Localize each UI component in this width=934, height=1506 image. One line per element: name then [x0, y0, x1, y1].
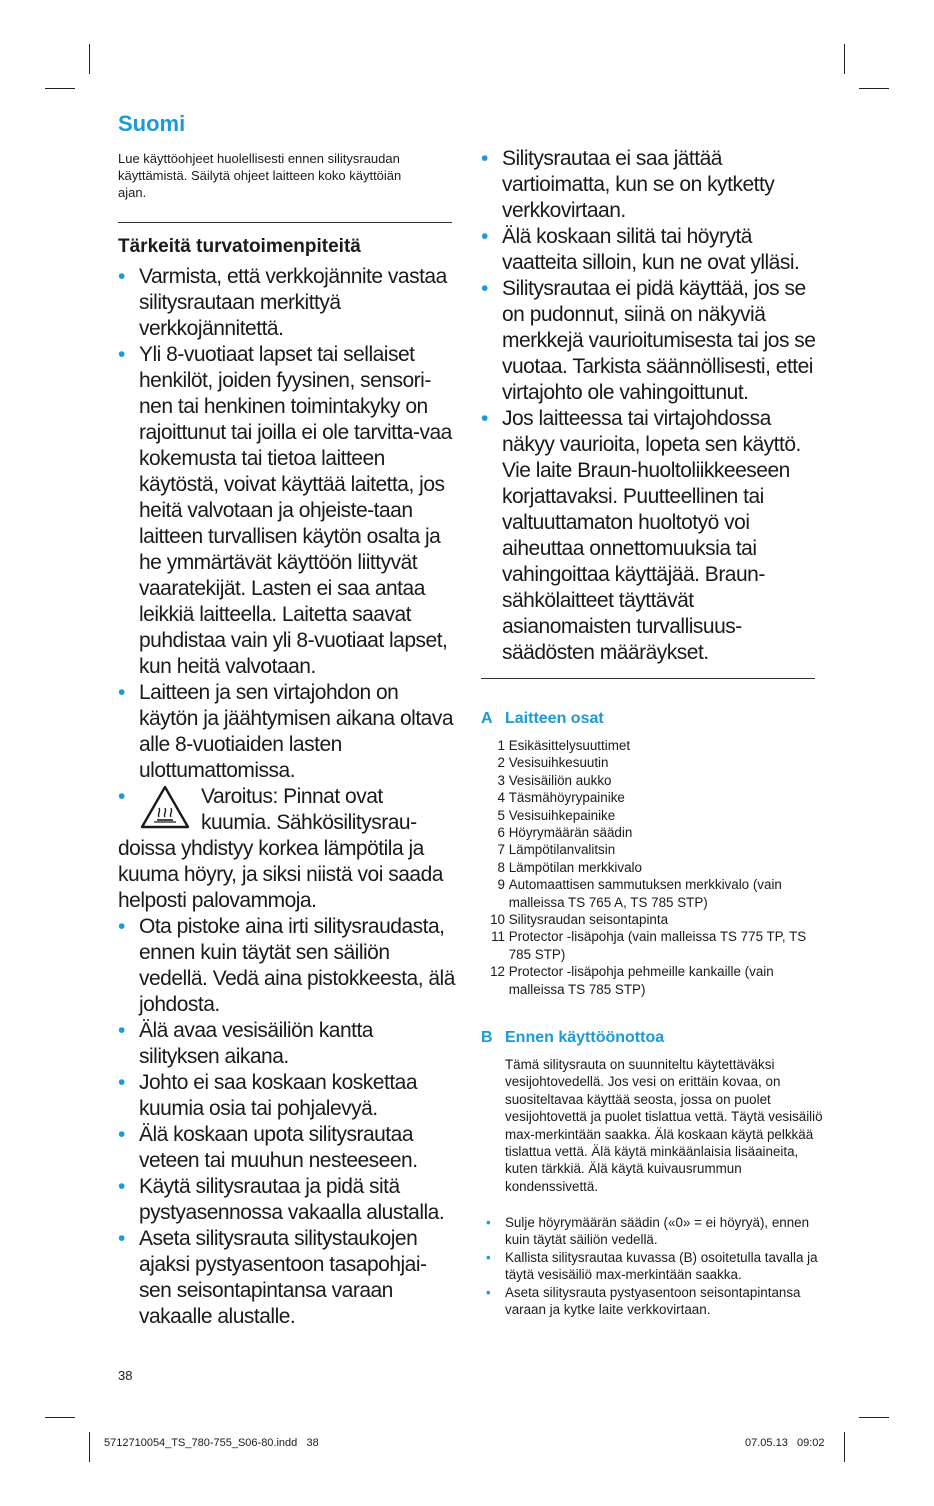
list-item: • Ota pistoke aina irti silitysraudasta, ennen kuin täytät sen säiliön vedellä. Vedä aina pistokkeesta, älä johdosta. [118, 915, 455, 1016]
list-item: • Älä koskaan upota silitysrautaa veteen tai muuhun nesteeseen. [118, 1123, 418, 1172]
list-item: • Älä avaa vesisäiliön kantta silityksen aikana. [118, 1019, 373, 1068]
crop-mark [89, 1432, 90, 1462]
list-item: • Käytä silitysrautaa ja pidä sitä pystyasennossa vakaalla alustalla. [118, 1175, 445, 1224]
part-item: 5 Vesisuihkepainike [497, 807, 616, 823]
bullet-icon: • [118, 1123, 125, 1146]
crop-mark [844, 1432, 845, 1462]
list-item: • Johto ei saa koskaan koskettaa kuumia osia tai pohjalevyä. [118, 1071, 418, 1120]
part-item: 9 Automaattisen sammutuksen merkkivalo (vain malleissa TS 765 A, TS 785 STP) [497, 877, 782, 910]
list-item: • Aseta silitysrauta pystyasentoon seisontapintansa varaan ja kytke laite verkkovirtaan. [486, 1284, 801, 1318]
safety-list-right [481, 146, 817, 666]
part-item: 11 Protector -lisäpohja (vain malleissa TS 775 TP, TS 785 STP) [491, 929, 807, 962]
page-number: 38 [118, 1368, 133, 1383]
part-item: 6 Höyrymäärän säädin [497, 825, 633, 841]
crop-mark [45, 88, 75, 89]
part-item: 12 Protector -lisäpohja pehmeille kankaille (vain malleissa TS 785 STP) [490, 964, 774, 997]
list-item: • Kallista silitysrautaa kuvassa (B) osoitetulla tavalla ja täytä vesisäiliö max-merkintään saakka. [486, 1249, 818, 1283]
divider [118, 222, 452, 223]
bullet-icon: • [486, 1215, 491, 1230]
section-b-text: Tämä silitysrauta on suunniteltu käytettäväksi vesijohtovedellä. Jos vesi on erittäin kovaa, on suositeltavaa käyttää seosta, jossa on puolet vesijohtovettä ja puolet tislattua vettä. Täytä vesisäiliö max-merkintään saakka. Älä koskaan käytä pelkkää tislattua vettä. Älä käytä minkäänlaisia lisäaineita, kuten tärkkiä. Älä käytä kuivausrummun kondenssivettä. [505, 1057, 823, 1194]
crop-mark [89, 44, 90, 74]
crop-mark [844, 44, 845, 74]
list-item: • Silitysrautaa ei saa jättää vartioimatta, kun se on kytketty verkkovirtaan. [481, 147, 775, 222]
part-item: 10 Silitysraudan seisontapinta [490, 912, 669, 928]
list-item: • Varmista, että verkkojännite vastaa silitysrautaan merkittyä verkkojännitettä. [118, 265, 447, 340]
hot-surface-warning-icon [139, 784, 191, 830]
bullet-icon: • [481, 407, 488, 430]
bullet-icon: • [118, 681, 125, 704]
list-item: • Älä koskaan silitä tai höyrytä vaatteita silloin, kun ne ovat ylläsi. [481, 225, 800, 274]
part-item: 7 Lämpötilanvalitsin [497, 842, 616, 858]
part-item: 8 Lämpötilan merkkivalo [497, 859, 642, 875]
list-item: • Sulje höyrymäärän säädin («0» = ei höyryä), ennen kuin täytät säiliön vedellä. [486, 1215, 810, 1248]
part-item: 4 Täsmähöyrypainike [497, 790, 625, 806]
bullet-icon: • [118, 1175, 125, 1198]
bullet-icon: • [486, 1284, 491, 1300]
part-item: 3 Vesisäiliön aukko [497, 772, 612, 788]
list-item: • Jos laitteessa tai virtajohdossa näkyy vaurioita, lopeta sen käyttö. Vie laite Braun-huoltoliikkeeseen korjattavaksi. Puutteellinen tai valtuuttamaton huoltotyö voi aiheuttaa onnettomuuksia tai vahingoittaa käyttäjää. Braun-sähkölaitteet täyttävät asianomaisten turvallisuus-säädösten määräykset. [481, 407, 801, 664]
bullet-icon: • [118, 785, 125, 808]
bullet-icon: • [481, 147, 488, 170]
section-b-heading: B Ennen käyttöönottoa [481, 1029, 665, 1046]
print-date: 07.05.13 09:02 [745, 1437, 825, 1449]
bullet-icon: • [486, 1249, 491, 1265]
bullet-icon: • [481, 277, 488, 300]
bullet-icon: • [118, 343, 125, 366]
print-slug: 5712710054_TS_780-755_S06-80.indd 38 [104, 1437, 319, 1449]
list-item-warning: • Varoitus: Pinnat ovat kuumia. Sähkösilitysrau- doissa yhdistyy korkea lämpötila ja kuuma höyry, ja siksi niistä voi saada helposti palovammoja. [118, 785, 443, 912]
crop-mark [45, 1417, 75, 1418]
list-item: • Yli 8-vuotiaat lapset tai sellaiset henkilöt, joiden fyysinen, sensori-nen tai henkinen toimintakyky on rajoittunut tai joilla ei ole tarvitta-vaa kokemusta tai tietoa laitteen käytöstä, voivat käyttää laitetta, jos heitä valvotaan ja ohjeiste-taan laitteen turvallisen käytön osalta ja he ymmärtävät käyttöön liittyvät vaaratekijät. Lasten ei saa antaa leikkiä laitteella. Laitetta saavat puhdistaa vain yli 8-vuotiaat lapset, kun heitä valvotaan. [118, 343, 452, 678]
bullet-icon: • [118, 1071, 125, 1094]
list-item: • Silitysrautaa ei pidä käyttää, jos se on pudonnut, siinä on näkyviä merkkejä vaurioitumisesta tai jos se vuotaa. Tarkista säännöllisesti, ettei virtajohto ole vahingoittunut. [481, 277, 816, 404]
page-title: Suomi [118, 111, 186, 136]
safety-list-left [118, 264, 458, 1330]
list-item: • Laitteen ja sen virtajohdon on käytön ja jäähtymisen aikana oltava alle 8-vuotiaiden lasten ulottumattomissa. [118, 681, 454, 782]
safety-heading: Tärkeitä turvatoimenpiteitä [118, 236, 361, 257]
parts-list [481, 737, 811, 998]
part-item: 2 Vesisuihkesuutin [497, 755, 609, 771]
section-b-list [481, 1214, 821, 1318]
bullet-icon: • [118, 265, 125, 288]
section-a-heading: A Laitteen osat [481, 710, 604, 727]
crop-mark [859, 1417, 889, 1418]
intro-text: Lue käyttöohjeet huolellisesti ennen silitysraudan käyttämistä. Säilytä ohjeet laitteen koko käyttöiän ajan. [118, 151, 402, 200]
bullet-icon: • [118, 915, 125, 938]
bullet-icon: • [481, 225, 488, 248]
bullet-icon: • [118, 1019, 125, 1042]
part-item: 1 Esikäsittelysuuttimet [497, 738, 631, 753]
crop-mark [859, 88, 889, 89]
divider [481, 678, 815, 679]
list-item: • Aseta silitysrauta silitystaukojen ajaksi pystyasentoon tasapohjai-sen seisontapintansa varaan vakaalle alustalle. [118, 1227, 427, 1328]
bullet-icon: • [118, 1227, 125, 1250]
